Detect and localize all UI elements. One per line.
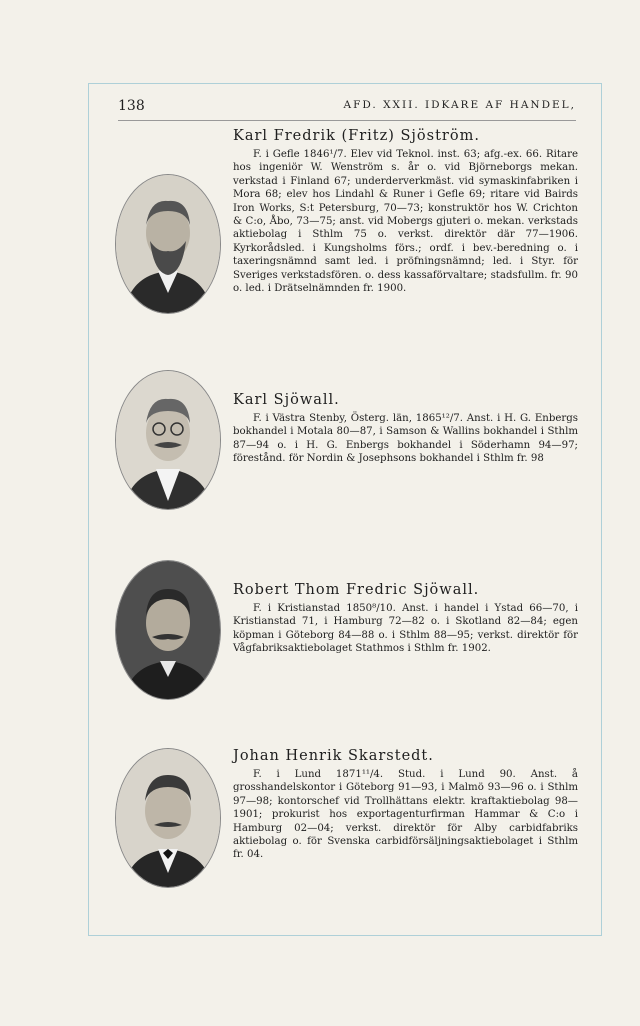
portrait-photo <box>115 174 221 314</box>
entry-bio: F. i Västra Stenby, Österg. län, 1865¹²/7. Anst. i H. G. Enbergs bokhandel i Motala 80—87, i Samson & Wallins bokhandel i Sthlm 87—94 o. i H. G. Enbergs bokhandel i Söderhamn 94—97; förestånd. för Nordin & Josephsons bokhandel i Sthlm fr. 98 <box>233 413 578 465</box>
entry-bio: F. i Kristianstad 1850⁸/10. Anst. i handel i Ystad 66—70, i Kristianstad 71, i Hamburg 72—82 o. i Skotland 82—84; egen köpman i Göteborg 84—88 o. i Sthlm 88—95; verkst. direktör för Vågfabriksaktiebolaget Stathmos i Sthlm fr. 1902. <box>233 603 578 655</box>
entry-text <box>233 392 578 466</box>
entry-bio: F. i Lund 1871¹¹/4. Stud. i Lund 90. Anst. å grosshandelskontor i Göteborg 91—93, i Malmö 93—96 o. i Sthlm 97—98; kontorschef vid Trollhättans elektr. kraftaktiebolag 98—1901; prokurist hos exportagenturfirman Hammar & C:o i Hamburg 02—04; verkst. direktör för Alby carbidfabriks aktiebolag o. för Svenska carbidförsäljningsaktiebolaget i Sthlm fr. 04. <box>233 769 578 861</box>
page-header <box>118 94 576 121</box>
page-number: 138 <box>118 98 145 114</box>
entry-text <box>233 582 578 656</box>
entry-name: Karl Fredrik (Fritz) Sjöström. <box>233 128 480 144</box>
portrait-photo <box>115 560 221 700</box>
portrait-photo <box>115 370 221 510</box>
entry-text <box>233 128 578 295</box>
entry-text <box>233 748 578 862</box>
running-head: AFD. XXII. IDKARE AF HANDEL, <box>343 99 576 111</box>
entry-name: Johan Henrik Skarstedt. <box>233 748 434 764</box>
entry-name: Karl Sjöwall. <box>233 392 340 408</box>
portrait-photo <box>115 748 221 888</box>
entry-name: Robert Thom Fredric Sjöwall. <box>233 582 480 598</box>
entry-bio: F. i Gefle 1846¹/7. Elev vid Teknol. inst. 63; afg.-ex. 66. Ritare hos ingeniör W. Wenström s. år o. vid Björneborgs mekan. verkstad i Finland 67; underderverkmäst. vid symaskinfabriken i Mora 68; elev hos Lindahl & Runer i Gefle 69; ritare vid Bairds Iron Works, S:t Petersburg, 70—73; konstruktör hos W. Crichton & C:o, Åbo, 73—75; anst. vid Mobergs gjuteri o. mekan. verkstads aktiebolag i Sthlm 75 o. verkst. direktör där 77—1906. Kyrkorådsled. i Kungsholms förs.; ordf. i bev.-beredning o. i taxeringsnämnd samt led. i pröfningsnämnd; led. i Styr. för Sveriges verkstadsfören. o. dess kassaförvaltare; stadsfullm. fr. 90 o. led. i Drätselnämnden fr. 1900. <box>233 149 578 295</box>
